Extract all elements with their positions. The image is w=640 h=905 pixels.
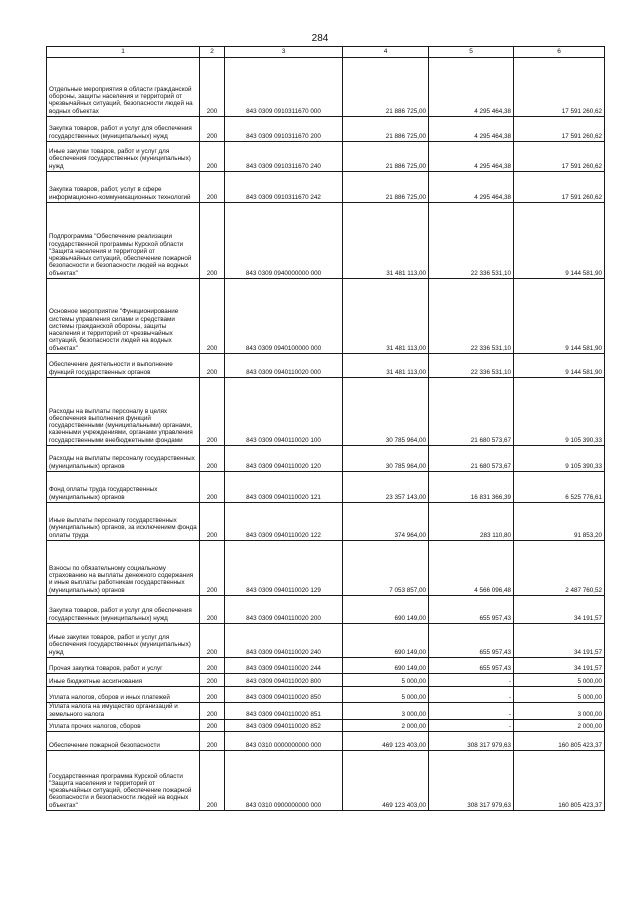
row-value-executed: 308 317 979,63 [429, 751, 514, 811]
row-value-unexecuted: 9 144 581,90 [514, 279, 605, 354]
row-value-executed: 4 295 464,38 [429, 142, 514, 172]
row-value-unexecuted: 17 591 260,62 [514, 58, 605, 117]
row-value-executed: 308 317 979,63 [429, 732, 514, 751]
row-name: Взносы по обязательному социальному страхованию на выплаты денежного содержания и иные выплаты работникам государственных (муниципальных) органов [47, 541, 200, 596]
row-value-approved: 21 886 725,00 [343, 142, 429, 172]
column-header-2: 2 [200, 47, 225, 58]
row-name: Уплата налога на имущество организаций и земельного налога [47, 703, 200, 720]
table-row [47, 732, 605, 751]
row-classification-code: 843 0310 0900000000 000 [225, 751, 343, 811]
row-name: Обеспечение деятельности и выполнение функций государственных органов [47, 354, 200, 378]
row-value-unexecuted: 17 591 260,62 [514, 117, 605, 142]
row-value-unexecuted: 17 591 260,62 [514, 142, 605, 172]
table-row [47, 658, 605, 674]
row-line-code: 200 [200, 751, 225, 811]
row-value-executed: 16 831 366,39 [429, 472, 514, 503]
row-value-unexecuted: 160 805 423,37 [514, 751, 605, 811]
row-classification-code: 843 0309 0940000000 000 [225, 203, 343, 279]
row-value-approved: 31 481 113,00 [343, 354, 429, 378]
table-row [47, 674, 605, 687]
row-value-unexecuted: 3 000,00 [514, 703, 605, 720]
column-header-3: 3 [225, 47, 343, 58]
row-value-approved: 690 149,00 [343, 624, 429, 658]
row-value-approved: 2 000,00 [343, 720, 429, 732]
row-value-approved: 21 886 725,00 [343, 172, 429, 203]
row-name: Иные закупки товаров, работ и услуг для обеспечения государственных (муниципальных) нужд [47, 142, 200, 172]
row-value-approved: 7 053 857,00 [343, 541, 429, 596]
row-classification-code: 843 0309 0940100000 000 [225, 279, 343, 354]
row-line-code: 200 [200, 687, 225, 703]
row-classification-code: 843 0309 0940110020 850 [225, 687, 343, 703]
row-classification-code: 843 0309 0910311670 000 [225, 58, 343, 117]
row-name: Расходы на выплаты персоналу в целях обеспечения выполнения функций государственными (муниципальными) органами, казенными учреждениями, органами управления государственными внебюджетными фондами [47, 378, 200, 446]
row-value-unexecuted: 5 000,00 [514, 687, 605, 703]
row-value-unexecuted: 5 000,00 [514, 674, 605, 687]
column-header-4: 4 [343, 47, 429, 58]
table-row [47, 172, 605, 203]
row-value-approved: 5 000,00 [343, 674, 429, 687]
table-row [47, 596, 605, 624]
row-name: Уплата прочих налогов, сборов [47, 720, 200, 732]
row-value-executed: - [429, 687, 514, 703]
table-row [47, 751, 605, 811]
row-classification-code: 843 0309 0940110020 800 [225, 674, 343, 687]
row-classification-code: 843 0310 0000000000 000 [225, 732, 343, 751]
row-classification-code: 843 0309 0940110020 122 [225, 503, 343, 541]
row-line-code: 200 [200, 58, 225, 117]
row-value-executed: - [429, 703, 514, 720]
row-value-unexecuted: 34 191,57 [514, 596, 605, 624]
row-value-approved: 469 123 403,00 [343, 751, 429, 811]
row-value-executed: - [429, 720, 514, 732]
row-value-approved: 690 149,00 [343, 658, 429, 674]
row-line-code: 200 [200, 354, 225, 378]
row-value-executed: 21 680 573,67 [429, 446, 514, 472]
row-value-approved: 31 481 113,00 [343, 279, 429, 354]
row-value-unexecuted: 17 591 260,62 [514, 172, 605, 203]
row-value-executed: 4 566 096,48 [429, 541, 514, 596]
row-line-code: 200 [200, 142, 225, 172]
row-classification-code: 843 0309 0940110020 240 [225, 624, 343, 658]
table-row [47, 117, 605, 142]
row-classification-code: 843 0309 0910311670 240 [225, 142, 343, 172]
page-number: 284 [311, 33, 329, 44]
row-value-executed: 283 110,80 [429, 503, 514, 541]
table-row [47, 203, 605, 279]
row-name: Основное мероприятие "Функционирование системы управления силами и средствами системы гражданской обороны, защиты населения и территорий от чрезвычайных ситуаций, безопасности людей на водных объектах" [47, 279, 200, 354]
row-line-code: 200 [200, 720, 225, 732]
row-value-approved: 3 000,00 [343, 703, 429, 720]
row-line-code: 200 [200, 279, 225, 354]
row-line-code: 200 [200, 541, 225, 596]
row-classification-code: 843 0309 0940110020 200 [225, 596, 343, 624]
row-name: Уплата налогов, сборов и иных платежей [47, 687, 200, 703]
table-row [47, 541, 605, 596]
row-line-code: 200 [200, 117, 225, 142]
table-row [47, 687, 605, 703]
row-value-unexecuted: 160 805 423,37 [514, 732, 605, 751]
row-value-approved: 31 481 113,00 [343, 203, 429, 279]
row-value-executed: 655 957,43 [429, 596, 514, 624]
row-classification-code: 843 0309 0910311670 200 [225, 117, 343, 142]
budget-execution-table [46, 46, 605, 811]
table-row [47, 446, 605, 472]
row-name: Обеспечение пожарной безопасности [47, 732, 200, 751]
row-value-executed: 4 295 464,38 [429, 58, 514, 117]
row-value-unexecuted: 9 105 390,33 [514, 378, 605, 446]
row-value-executed: 4 295 464,38 [429, 172, 514, 203]
table-row [47, 354, 605, 378]
row-name: Иные выплаты персоналу государственных (муниципальных) органов, за исключением фонда оплаты труда [47, 503, 200, 541]
row-value-unexecuted: 9 144 581,90 [514, 203, 605, 279]
row-value-executed: 22 336 531,10 [429, 203, 514, 279]
row-line-code: 200 [200, 596, 225, 624]
table-row [47, 720, 605, 732]
row-line-code: 200 [200, 674, 225, 687]
row-line-code: 200 [200, 624, 225, 658]
row-line-code: 200 [200, 472, 225, 503]
table-row [47, 503, 605, 541]
row-line-code: 200 [200, 503, 225, 541]
row-name: Фонд оплаты труда государственных (муниципальных) органов [47, 472, 200, 503]
table-row [47, 279, 605, 354]
row-value-executed: 655 957,43 [429, 624, 514, 658]
row-name: Отдельные мероприятия в области гражданской обороны, защиты населения и территорий от чрезвычайных ситуаций, безопасности людей на водных объектах [47, 58, 200, 117]
row-classification-code: 843 0309 0940110020 120 [225, 446, 343, 472]
row-classification-code: 843 0309 0940110020 852 [225, 720, 343, 732]
row-line-code: 200 [200, 658, 225, 674]
row-line-code: 200 [200, 703, 225, 720]
row-value-unexecuted: 9 144 581,90 [514, 354, 605, 378]
row-value-approved: 690 149,00 [343, 596, 429, 624]
row-value-unexecuted: 34 191,57 [514, 658, 605, 674]
table-body [47, 58, 605, 811]
row-value-unexecuted: 6 525 776,61 [514, 472, 605, 503]
row-value-approved: 21 886 725,00 [343, 58, 429, 117]
row-name: Иные бюджетные ассигнования [47, 674, 200, 687]
row-value-unexecuted: 34 191,57 [514, 624, 605, 658]
row-value-executed: 4 295 464,38 [429, 117, 514, 142]
row-value-executed: 655 957,43 [429, 658, 514, 674]
row-value-executed: 22 336 531,10 [429, 279, 514, 354]
table-row [47, 378, 605, 446]
column-header-5: 5 [429, 47, 514, 58]
row-value-approved: 469 123 403,00 [343, 732, 429, 751]
row-value-approved: 30 785 964,00 [343, 446, 429, 472]
row-value-approved: 23 357 143,00 [343, 472, 429, 503]
row-value-unexecuted: 2 000,00 [514, 720, 605, 732]
row-value-executed: 22 336 531,10 [429, 354, 514, 378]
row-value-approved: 374 964,00 [343, 503, 429, 541]
row-value-unexecuted: 91 853,20 [514, 503, 605, 541]
row-name: Государственная программа Курской области "Защита населения и территорий от чрезвычайных ситуаций, обеспечение пожарной безопасности и безопасности людей на водных объектах" [47, 751, 200, 811]
row-name: Закупка товаров, работ и услуг для обеспечения государственных (муниципальных) нужд [47, 596, 200, 624]
row-classification-code: 843 0309 0910311670 242 [225, 172, 343, 203]
row-name: Закупка товаров, работ, услуг в сфере информационно-коммуникационных технологий [47, 172, 200, 203]
row-line-code: 200 [200, 732, 225, 751]
row-value-unexecuted: 9 105 390,33 [514, 446, 605, 472]
table-row [47, 472, 605, 503]
row-classification-code: 843 0309 0940110020 000 [225, 354, 343, 378]
column-header-1: 1 [47, 47, 200, 58]
row-value-unexecuted: 2 487 760,52 [514, 541, 605, 596]
row-line-code: 200 [200, 446, 225, 472]
row-name: Подпрограмма "Обеспечение реализации государственной программы Курской области "Защита населения и территорий от чрезвычайных ситуаций, обеспечение пожарной безопасности и безопасности людей на водных объектах" [47, 203, 200, 279]
table-row [47, 58, 605, 117]
row-name: Иные закупки товаров, работ и услуг для обеспечения государственных (муниципальных) нужд [47, 624, 200, 658]
row-line-code: 200 [200, 203, 225, 279]
column-header-6: 6 [514, 47, 605, 58]
row-line-code: 200 [200, 378, 225, 446]
row-classification-code: 843 0309 0940110020 851 [225, 703, 343, 720]
row-line-code: 200 [200, 172, 225, 203]
row-classification-code: 843 0309 0940110020 100 [225, 378, 343, 446]
row-value-approved: 30 785 964,00 [343, 378, 429, 446]
row-value-executed: - [429, 674, 514, 687]
table-row [47, 142, 605, 172]
row-value-approved: 21 886 725,00 [343, 117, 429, 142]
row-value-executed: 21 680 573,67 [429, 378, 514, 446]
table-row [47, 703, 605, 720]
column-number-header [47, 47, 605, 58]
row-value-approved: 5 000,00 [343, 687, 429, 703]
row-name: Прочая закупка товаров, работ и услуг [47, 658, 200, 674]
row-name: Расходы на выплаты персоналу государственных (муниципальных) органов [47, 446, 200, 472]
row-classification-code: 843 0309 0940110020 129 [225, 541, 343, 596]
row-name: Закупка товаров, работ и услуг для обеспечения государственных (муниципальных) нужд [47, 117, 200, 142]
row-classification-code: 843 0309 0940110020 244 [225, 658, 343, 674]
row-classification-code: 843 0309 0940110020 121 [225, 472, 343, 503]
table-row [47, 624, 605, 658]
